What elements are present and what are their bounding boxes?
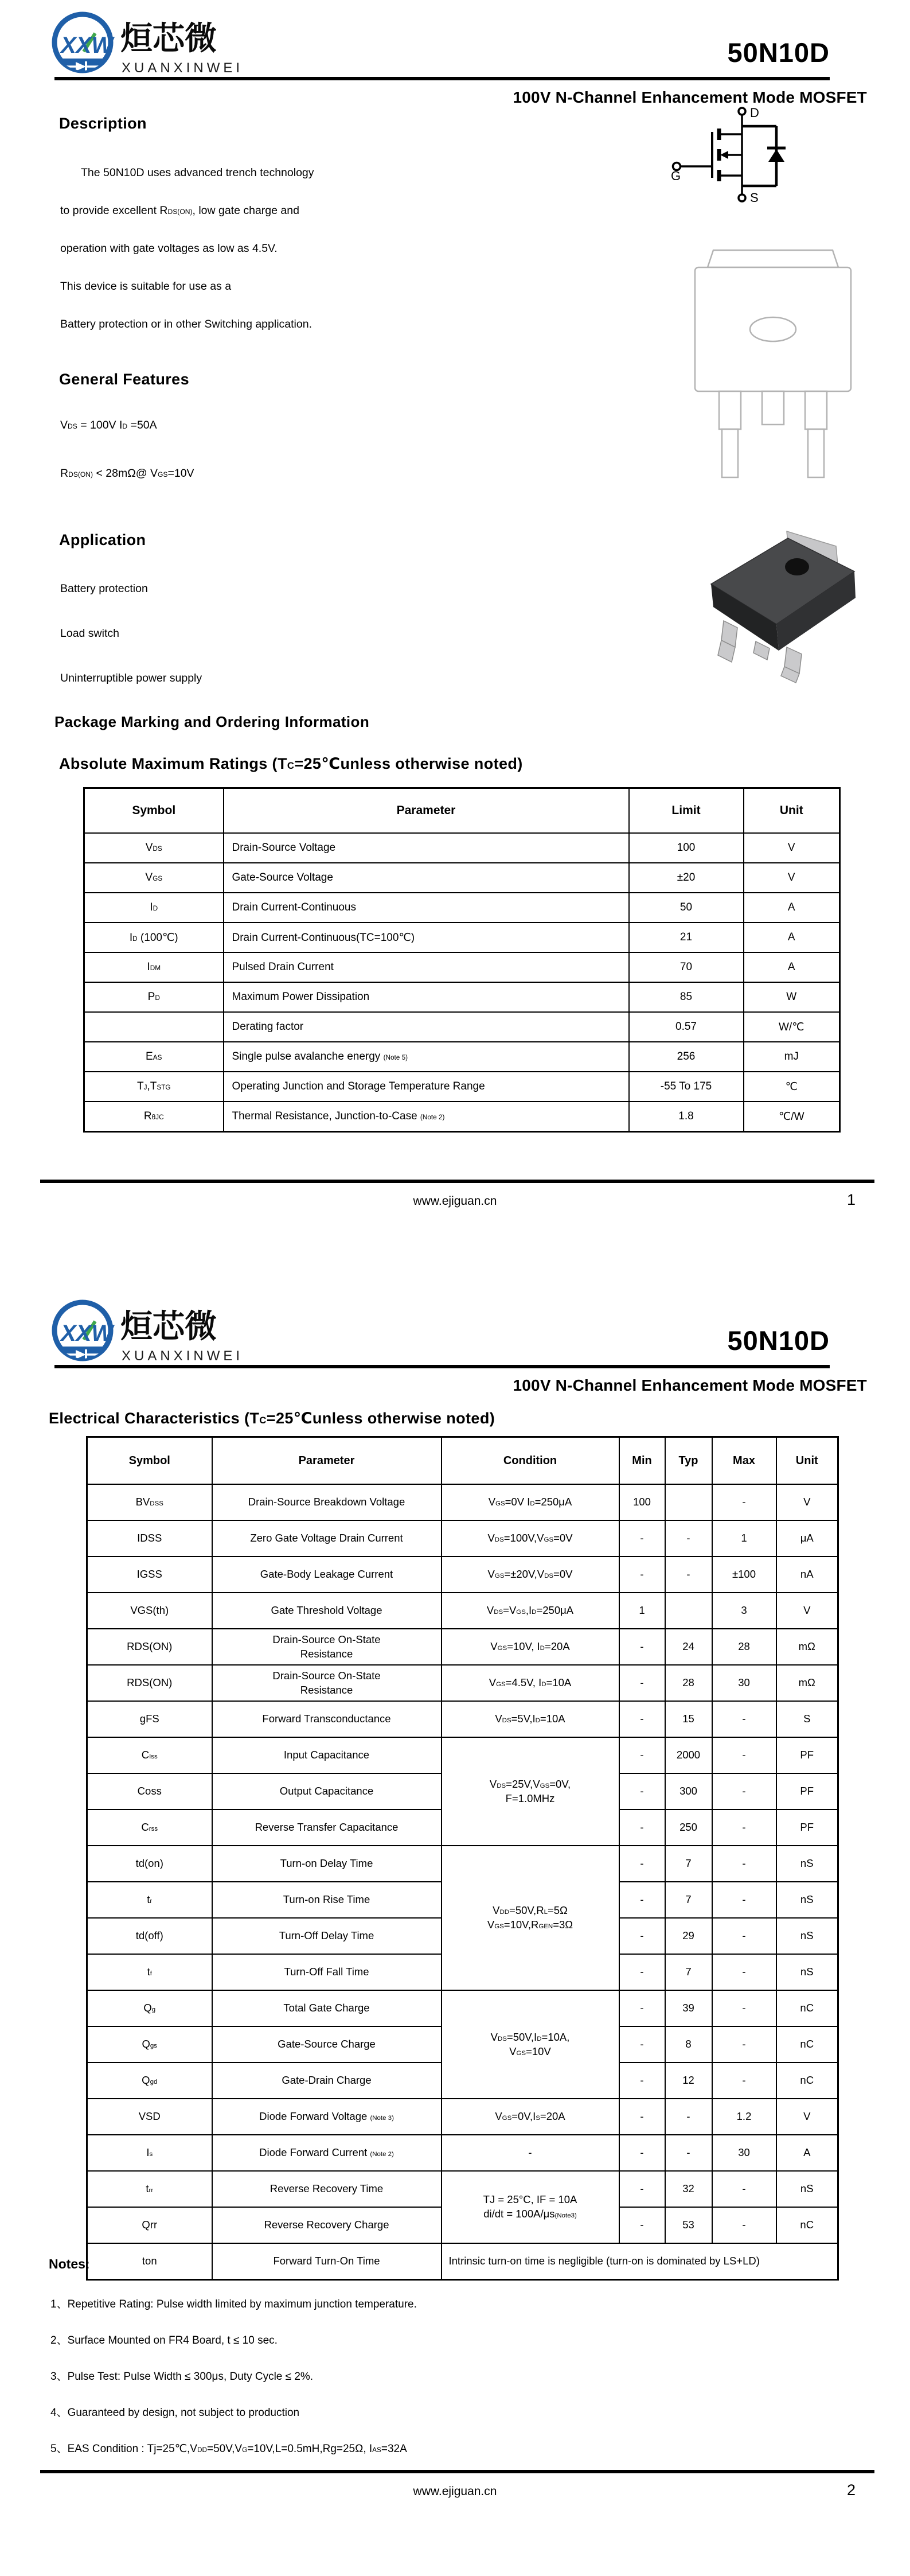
table-cell: nC (776, 1990, 838, 2026)
table-cell: - (712, 1990, 776, 2026)
table-cell: ±100 (712, 1557, 776, 1593)
logo-monogram: XXW (61, 33, 114, 58)
table-cell: 100 (619, 1484, 665, 1520)
device-subtitle: 100V N-Channel Enhancement Mode MOSFET (513, 88, 867, 106)
table-cell: $Q_{gs}$ (87, 2026, 212, 2063)
table-cell: - (619, 2135, 665, 2171)
table-cell (665, 1593, 712, 1629)
table-row (84, 1042, 840, 1072)
table-cell: Turn-Off Delay Time (212, 1918, 442, 1954)
table-cell: $V_{GS}=0V$ $I_D=250\mu A$ (442, 1484, 619, 1520)
table-header-row (87, 1437, 838, 1485)
table-cell: 29 (665, 1918, 712, 1954)
table-cell: A (744, 893, 840, 923)
table-cell: $I_D$ (100℃) (84, 923, 224, 952)
table-cell: td(on) (87, 1846, 212, 1882)
table-cell: Operating Junction and Storage Temperature Range (224, 1072, 629, 1102)
application-heading: Application (59, 531, 146, 548)
company-logo (49, 8, 302, 80)
table-cell: W (744, 982, 840, 1012)
table-cell: $V_{DS}$ (84, 833, 224, 863)
footer-url: www.ejiguan.cn (413, 2485, 497, 2498)
table-cell: - (619, 1846, 665, 1882)
table-cell: - (619, 1954, 665, 1990)
table-cell: Turn-on Rise Time (212, 1882, 442, 1918)
column-header: Unit (776, 1437, 838, 1485)
table-cell: Gate-Source Charge (212, 2026, 442, 2063)
description-line: operation with gate voltages as low as 4.5V. (60, 242, 278, 255)
logo-monogram: XXW (61, 1321, 114, 1346)
table-cell: V (776, 1593, 838, 1629)
table-cell: td(off) (87, 1918, 212, 1954)
table-cell: $V_{GS}$ (84, 863, 224, 893)
table-cell: A (744, 923, 840, 952)
table-cell: Drain-Source Voltage (224, 833, 629, 863)
table-cell: 0.57 (629, 1012, 744, 1042)
note-line: 3、Pulse Test: Pulse Width ≤ 300μs, Duty Cycle ≤ 2%. (50, 2371, 314, 2383)
table-cell: V (776, 2099, 838, 2135)
column-header: Symbol (84, 788, 224, 834)
logo-english-name: XUANXINWEI (122, 60, 244, 76)
table-cell: Gate-Drain Charge (212, 2063, 442, 2099)
logo-chinese-name: 烜芯微 (120, 1308, 217, 1344)
table-cell: ton (87, 2243, 212, 2280)
table-cell: Pulsed Drain Current (224, 952, 629, 982)
table-cell: 1 (712, 1520, 776, 1557)
table-row (84, 1072, 840, 1102)
table-row (87, 1846, 838, 1882)
table-cell: $V_{DS}=50V,I_D=10A$, $V_{GS}=10V$ (442, 1990, 619, 2099)
table-row (87, 1737, 838, 1773)
logo-chinese-name: 烜芯微 (120, 20, 217, 56)
table-cell: ℃ (744, 1072, 840, 1102)
table-cell: 1.8 (629, 1102, 744, 1132)
table-cell: 21 (629, 923, 744, 952)
table-cell: Gate-Source Voltage (224, 863, 629, 893)
table-cell: V (776, 1484, 838, 1520)
table-cell: - (619, 2171, 665, 2207)
device-subtitle: 100V N-Channel Enhancement Mode MOSFET (513, 1376, 867, 1394)
table-cell: 30 (712, 2135, 776, 2171)
table-cell: A (744, 952, 840, 982)
package-photo (701, 529, 861, 685)
table-cell: 24 (665, 1629, 712, 1665)
table-cell: - (619, 1701, 665, 1737)
table-cell: Drain-Source On-State Resistance (212, 1629, 442, 1665)
footer-url: www.ejiguan.cn (413, 1194, 497, 1208)
table-cell: VSD (87, 2099, 212, 2135)
table-cell: PF (776, 1773, 838, 1810)
table-row (87, 1484, 838, 1520)
mosfet-symbol-diagram (670, 107, 807, 205)
absolute-maximum-ratings-table (83, 787, 841, 1133)
table-cell: nC (776, 2063, 838, 2099)
table-cell: 1 (619, 1593, 665, 1629)
column-header: Typ (665, 1437, 712, 1485)
table-cell: Diode Forward Voltage $^{(Note 3)}$ (212, 2099, 442, 2135)
table-cell: - (712, 1846, 776, 1882)
note-line: 4、Guaranteed by design, not subject to production (50, 2407, 300, 2419)
column-header: Unit (744, 788, 840, 834)
table-cell: Turn-on Delay Time (212, 1846, 442, 1882)
note-line: 1、Repetitive Rating: Pulse width limited by maximum junction temperature. (50, 2298, 417, 2310)
table-cell: W/℃ (744, 1012, 840, 1042)
page-number: 2 (846, 2481, 856, 2499)
table-cell: - (712, 1737, 776, 1773)
table-cell: - (619, 1629, 665, 1665)
electrical-characteristics-table (86, 1436, 839, 2281)
table-row (87, 2243, 838, 2280)
table-cell: - (712, 2171, 776, 2207)
table-cell: 8 (665, 2026, 712, 2063)
table-cell: V (744, 863, 840, 893)
table-cell: nS (776, 1882, 838, 1918)
table-cell: Qrr (87, 2207, 212, 2243)
table-cell: Forward Transconductance (212, 1701, 442, 1737)
datasheet-page-2 (0, 1288, 910, 2576)
electrical-characteristics-heading: Electrical Characteristics ($T_C=25℃unless$ otherwise noted) (49, 1410, 495, 1427)
table-cell: $V_{DD}=50V,R_L=5\Omega$ $V_{GS}=10V,R_{GEN}=3\Omega$ (442, 1846, 619, 1990)
table-cell: Coss (87, 1773, 212, 1810)
table-row (84, 952, 840, 982)
table-cell: mΩ (776, 1665, 838, 1701)
table-cell: - (712, 1918, 776, 1954)
table-cell: - (712, 1773, 776, 1810)
table-cell: 7 (665, 1846, 712, 1882)
table-cell: Output Capacitance (212, 1773, 442, 1810)
body-arrow-icon (720, 151, 728, 159)
table-cell: Zero Gate Voltage Drain Current (212, 1520, 442, 1557)
table-cell: 250 (665, 1810, 712, 1846)
footer-rule (40, 1180, 874, 1183)
table-cell: 53 (665, 2207, 712, 2243)
table-cell: - (619, 1520, 665, 1557)
table-cell: mΩ (776, 1629, 838, 1665)
header-rule (54, 1365, 830, 1368)
table-cell: 1.2 (712, 2099, 776, 2135)
table-cell: $V_{DS}=25V,V_{GS}=0V$, F=1.0MHz (442, 1737, 619, 1846)
table-cell: $V_{GS}=10V$, $I_D=20A$ (442, 1629, 619, 1665)
description-line: Battery protection or in other Switching application. (60, 318, 312, 330)
page-number: 1 (846, 1191, 856, 1208)
table-cell: 70 (629, 952, 744, 982)
table-cell: VGS(th) (87, 1593, 212, 1629)
table-cell: Input Capacitance (212, 1737, 442, 1773)
table-cell: - (712, 1701, 776, 1737)
table-row (87, 1629, 838, 1665)
application-line: Uninterruptible power supply (60, 672, 202, 684)
logo-english-name: XUANXINWEI (122, 1348, 244, 1364)
table-row (87, 1520, 838, 1557)
table-cell: Drain-Source Breakdown Voltage (212, 1484, 442, 1520)
table-cell: - (665, 2099, 712, 2135)
package-outline-drawing (684, 247, 862, 490)
table-row (87, 1990, 838, 2026)
column-header: Symbol (87, 1437, 212, 1485)
table-cell: Turn-Off Fall Time (212, 1954, 442, 1990)
table-cell: $Q_g$ (87, 1990, 212, 2026)
table-cell: Drain-Source On-State Resistance (212, 1665, 442, 1701)
table-cell: $Q_{gd}$ (87, 2063, 212, 2099)
table-cell: $R_{\theta JC}$ (84, 1102, 224, 1132)
table-cell: S (776, 1701, 838, 1737)
table-cell: - (665, 1557, 712, 1593)
table-cell: Intrinsic turn-on time is negligible (turn-on is dominated by LS+LD) (442, 2243, 838, 2280)
table-cell: - (712, 1484, 776, 1520)
table-row (84, 893, 840, 923)
abs-max-heading: Absolute Maximum Ratings ($T_C=25℃unless$ otherwise noted) (59, 755, 523, 772)
column-header: Max (712, 1437, 776, 1485)
table-cell: - (712, 1954, 776, 1990)
table-cell: nC (776, 2026, 838, 2063)
table-cell: ±20 (629, 863, 744, 893)
table-cell: 100 (629, 833, 744, 863)
table-cell: $I_s$ (87, 2135, 212, 2171)
table-cell: Reverse Recovery Time (212, 2171, 442, 2207)
table-cell: $V_{DS}=5V,I_D=10A$ (442, 1701, 619, 1737)
table-row (84, 923, 840, 952)
table-cell: - (712, 1882, 776, 1918)
gate-label: G (671, 169, 681, 183)
table-cell: A (776, 2135, 838, 2171)
table-cell: - (619, 1665, 665, 1701)
table-cell: PF (776, 1737, 838, 1773)
table-cell: $t_r$ (87, 1882, 212, 1918)
table-cell: 28 (712, 1629, 776, 1665)
table-cell: Derating factor (224, 1012, 629, 1042)
table-cell: nC (776, 2207, 838, 2243)
table-cell: - (712, 1810, 776, 1846)
table-cell: nS (776, 1918, 838, 1954)
table-cell: $t_f$ (87, 1954, 212, 1990)
table-cell: - (712, 2063, 776, 2099)
table-cell: $I_D$ (84, 893, 224, 923)
table-cell: 39 (665, 1990, 712, 2026)
column-header: Parameter (212, 1437, 442, 1485)
table-cell: TJ = 25°C, IF = 10A $di/dt = 100A/\mu s^{(Note3)}$ (442, 2171, 619, 2243)
table-cell: 85 (629, 982, 744, 1012)
company-logo (49, 1296, 302, 1368)
table-cell: mJ (744, 1042, 840, 1072)
table-cell: 300 (665, 1773, 712, 1810)
table-cell (84, 1012, 224, 1042)
note-line: 2、Surface Mounted on FR4 Board, t ≤ 10 sec. (50, 2334, 278, 2347)
feature-line: $R_{DS(ON)}$ < 28mΩ@ $V_{GS}=10V$ (60, 467, 194, 480)
package-marking-heading: Package Marking and Ordering Information (54, 713, 370, 730)
table-row (87, 1557, 838, 1593)
table-cell: Gate-Body Leakage Current (212, 1557, 442, 1593)
table-cell: - (619, 1737, 665, 1773)
table-row (84, 982, 840, 1012)
table-cell: nA (776, 1557, 838, 1593)
column-header: Limit (629, 788, 744, 834)
description-line: This device is suitable for use as a (60, 280, 232, 293)
table-cell: $V_{DS}=100V,V_{GS}=0V$ (442, 1520, 619, 1557)
table-cell: - (442, 2135, 619, 2171)
table-cell: 30 (712, 1665, 776, 1701)
table-cell: ℃/W (744, 1102, 840, 1132)
table-cell: - (619, 2099, 665, 2135)
table-row (87, 2099, 838, 2135)
table-row (87, 1593, 838, 1629)
table-row (84, 833, 840, 863)
application-line: Battery protection (60, 582, 148, 595)
table-cell: 7 (665, 1954, 712, 1990)
part-number: 50N10D (727, 1325, 830, 1356)
table-cell: 2000 (665, 1737, 712, 1773)
column-header: Condition (442, 1437, 619, 1485)
logo-mark-icon (52, 1302, 115, 1364)
table-cell: nS (776, 1846, 838, 1882)
note-line: 5、EAS Condition : $Tj=25℃,V_{DD}=50V,V_G=10V,L=0.5mH,Rg=25\Omega$, $I_{AS}=32A$ (50, 2443, 407, 2455)
table-cell: $P_D$ (84, 982, 224, 1012)
table-cell: $I_{DM}$ (84, 952, 224, 982)
table-cell: nS (776, 2171, 838, 2207)
table-cell: - (712, 2207, 776, 2243)
table-cell: Total Gate Charge (212, 1990, 442, 2026)
table-row (87, 1665, 838, 1701)
table-cell: Reverse Recovery Charge (212, 2207, 442, 2243)
table-row (87, 2135, 838, 2171)
table-cell: - (619, 1773, 665, 1810)
table-cell: $T_J,T_{STG}$ (84, 1072, 224, 1102)
table-cell: Maximum Power Dissipation (224, 982, 629, 1012)
table-cell: PF (776, 1810, 838, 1846)
table-cell: V (744, 833, 840, 863)
table-cell: Gate Threshold Voltage (212, 1593, 442, 1629)
table-cell: Single pulse avalanche energy $^{(Note 5)}$ (224, 1042, 629, 1072)
table-cell: 3 (712, 1593, 776, 1629)
table-cell: RDS(ON) (87, 1665, 212, 1701)
table-cell: 7 (665, 1882, 712, 1918)
table-cell: - (619, 1882, 665, 1918)
notes-heading: Notes: (49, 2256, 90, 2271)
column-header: Min (619, 1437, 665, 1485)
table-cell: $V_{GS}=0V,I_S=20A$ (442, 2099, 619, 2135)
table-row (87, 2171, 838, 2207)
table-cell: μA (776, 1520, 838, 1557)
description-line: The 50N10D uses advanced trench technology (81, 166, 314, 179)
table-row (84, 1102, 840, 1132)
logo-mark-icon (52, 14, 115, 76)
table-cell (665, 1484, 712, 1520)
general-features-list (60, 419, 194, 515)
table-cell: 256 (629, 1042, 744, 1072)
table-cell: 50 (629, 893, 744, 923)
table-cell: $V_{GS}=\pm 20V,V_{DS}=0V$ (442, 1557, 619, 1593)
table-cell: - (665, 1520, 712, 1557)
table-cell: IDSS (87, 1520, 212, 1557)
table-cell: IGSS (87, 1557, 212, 1593)
table-cell: $BV_{DSS}$ (87, 1484, 212, 1520)
column-header: Parameter (224, 788, 629, 834)
table-cell: Forward Turn-On Time (212, 2243, 442, 2280)
description-heading: Description (59, 115, 147, 132)
notes-list (50, 2295, 417, 2476)
table-cell: - (619, 2063, 665, 2099)
table-cell: $V_{DS}=V_{GS},I_D=250\mu A$ (442, 1593, 619, 1629)
table-cell: $C_{rss}$ (87, 1810, 212, 1846)
table-cell: 28 (665, 1665, 712, 1701)
general-features-heading: General Features (59, 371, 190, 388)
body-diode-icon (768, 149, 784, 162)
table-cell: 32 (665, 2171, 712, 2207)
table-cell: $V_{GS}=4.5V$, $I_D=10A$ (442, 1665, 619, 1701)
table-cell: - (619, 2026, 665, 2063)
table-row (84, 1012, 840, 1042)
table-cell: RDS(ON) (87, 1629, 212, 1665)
table-cell: - (619, 1918, 665, 1954)
table-cell: - (619, 1990, 665, 2026)
table-cell: gFS (87, 1701, 212, 1737)
table-row (87, 1701, 838, 1737)
table-cell: Reverse Transfer Capacitance (212, 1810, 442, 1846)
part-number: 50N10D (727, 37, 830, 68)
table-cell: $t_{rr}$ (87, 2171, 212, 2207)
table-cell: nS (776, 1954, 838, 1990)
table-cell: $C_{Iss}$ (87, 1737, 212, 1773)
application-line: Load switch (60, 627, 119, 640)
table-cell: - (619, 1810, 665, 1846)
table-cell: $E_{AS}$ (84, 1042, 224, 1072)
source-label: S (750, 190, 759, 205)
table-row (84, 863, 840, 893)
table-cell: -55 To 175 (629, 1072, 744, 1102)
table-cell: Drain Current-Continuous (224, 893, 629, 923)
table-cell: 15 (665, 1701, 712, 1737)
table-cell: Diode Forward Current $^{(Note 2)}$ (212, 2135, 442, 2171)
description-line: to provide excellent $R_{DS(ON)}$, low gate charge and (60, 204, 299, 217)
table-cell: - (712, 2026, 776, 2063)
application-list (60, 582, 202, 717)
table-header-row (84, 788, 840, 834)
header-rule (54, 77, 830, 80)
table-cell: - (665, 2135, 712, 2171)
table-cell: - (619, 1557, 665, 1593)
table-cell: - (619, 2207, 665, 2243)
table-cell: Drain Current-Continuous(TC=100℃) (224, 923, 629, 952)
feature-line: $V_{DS} = 100V$ $I_D =50A$ (60, 419, 157, 431)
description-text (60, 166, 314, 356)
table-cell: Thermal Resistance, Junction-to-Case $^{(Note 2)}$ (224, 1102, 629, 1132)
drain-label: D (750, 107, 759, 120)
footer-rule (40, 2470, 874, 2473)
table-cell: 12 (665, 2063, 712, 2099)
